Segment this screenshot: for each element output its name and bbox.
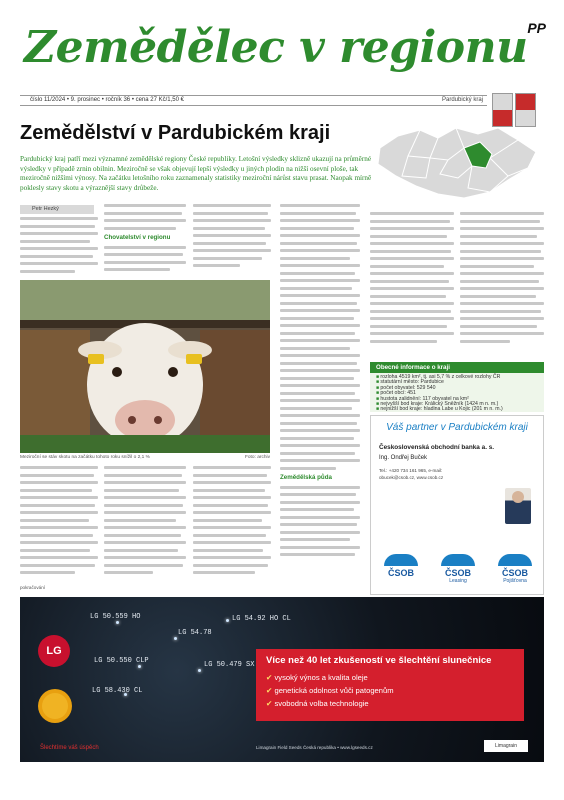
article-column-2 bbox=[104, 204, 186, 278]
article-headline: Zemědělství v Pardubickém kraji bbox=[20, 122, 331, 144]
info-item: ■ nejnižší bod kraje: hladina Labe u Kojic (201 m n. m.) bbox=[376, 407, 538, 412]
article-column-4 bbox=[280, 204, 360, 582]
czech-map-outline bbox=[378, 128, 536, 198]
info-box-list bbox=[370, 373, 544, 416]
author-label: Petr Hezký bbox=[20, 205, 94, 214]
variety-code: LG 54.78 bbox=[178, 629, 212, 637]
sunflower-icon bbox=[42, 693, 68, 719]
variety-code: LG 50.559 HO bbox=[90, 613, 141, 621]
csob-contact-person: Ing. Ondřej Buček bbox=[379, 455, 428, 461]
subhead-cattle: Chovatelství v regionu bbox=[104, 234, 171, 241]
info-item: ■ rozloha 4519 km², tj. asi 5,7 % z celkové rozlohy ČR bbox=[376, 375, 538, 380]
article-column-3 bbox=[193, 204, 271, 278]
cow-photo bbox=[20, 280, 270, 453]
article-column-8 bbox=[104, 466, 186, 582]
promo-item: ✔ svobodná volba technologie bbox=[266, 697, 514, 710]
info-item: ■ hustota zalidnění: 117 obyvatel na km² bbox=[376, 397, 538, 402]
info-item: ■ počet obyvatel: 529 540 bbox=[376, 386, 538, 391]
lg-logo: LG bbox=[38, 635, 70, 667]
masthead-title: Zemědělec v regionu bbox=[24, 22, 528, 73]
promo-item: ✔ genetická odolnost vůči patogenům bbox=[266, 684, 514, 697]
info-item: ■ počet obcí: 451 bbox=[376, 391, 538, 396]
variety-code: LG 58.430 CL bbox=[92, 687, 143, 695]
promo-list bbox=[266, 671, 514, 710]
promo-title: Více než 40 let zkušeností ve šlechtění slunečnice bbox=[266, 655, 492, 666]
photo-credit: Foto: archiv bbox=[244, 455, 270, 460]
csob-logos bbox=[377, 554, 539, 584]
csob-wave-icon bbox=[384, 554, 418, 576]
csob-pojistovna-logo: ČSOB Pojišťovna bbox=[491, 554, 539, 584]
csob-wave-icon bbox=[498, 554, 532, 576]
csob-bank-name: Československá obchodní banka a. s. bbox=[379, 444, 495, 451]
csob-contact-details: Tel.: +420 734 161 965, e-mail: obucek@csob.cz, www.csob.cz bbox=[379, 468, 444, 480]
continue-marker: pokračování bbox=[20, 585, 46, 590]
csob-leasing-logo: ČSOB Leasing bbox=[434, 554, 482, 584]
variety-code: LG 54.92 HO CL bbox=[232, 615, 291, 623]
article-column-7 bbox=[20, 466, 98, 582]
csob-wave-icon bbox=[441, 554, 475, 576]
info-item: ■ nejvyšší bod kraje: Králický Sněžník (1424 m n. m.) bbox=[376, 402, 538, 407]
region-map bbox=[368, 118, 544, 206]
masthead bbox=[0, 18, 564, 88]
lg-seeds-advertisement[interactable] bbox=[20, 597, 544, 762]
region-info-box bbox=[370, 362, 544, 412]
lg-slogan: Šlechtíme váš úspěch bbox=[40, 745, 99, 751]
article-column-6 bbox=[460, 212, 544, 360]
variety-code: LG 50.479 SX bbox=[204, 661, 255, 669]
article-column-5 bbox=[370, 212, 454, 360]
limagrain-badge: Limagrain bbox=[484, 740, 528, 752]
subhead-regional: Zemědělská půda bbox=[280, 474, 332, 481]
issue-bar bbox=[20, 95, 487, 106]
issue-info: číslo 11/2024 • 9. prosinec • ročník 36 • cena 27 Kč/1,50 € bbox=[30, 97, 184, 103]
csob-advertisement[interactable] bbox=[370, 415, 544, 595]
lg-promo-box bbox=[256, 649, 524, 721]
avatar bbox=[505, 488, 531, 524]
info-item: ■ statutární město: Pardubice bbox=[376, 380, 538, 385]
publisher-logo: PP bbox=[527, 20, 546, 36]
article-lede: Pardubický kraj patří mezi významné zemědělské regiony České republiky. Letošní výsledky sklizně ukazují na průměrné výsledky v případě zrnin obilnin. Meziročně se však objevují lepší výsledky u jiných plodin na nižší osevní ploše, tak meziročně nižšími výnosy. Na začátku letošního roku zaznamenaly statistiky meziroční nárůst stavu prasat. Naopak mírně poklesly stavy skotu a výraznější stavy drůbeže. bbox=[20, 155, 372, 192]
photo-caption-text: Meziroční se stáv skotu na začátku tohoto roku snížil o 2,1 % bbox=[20, 455, 150, 460]
photo-caption bbox=[20, 455, 270, 460]
article-column-9 bbox=[193, 466, 271, 582]
promo-item: ✔ vysoký výnos a kvalita oleje bbox=[266, 671, 514, 684]
csob-heading: Váš partner v Pardubickém kraji bbox=[386, 422, 528, 433]
lg-footer: Limagrain Field Seeds Česká republika • www.lgseeds.cz bbox=[256, 745, 373, 750]
info-box-title: Obecné informace o kraji bbox=[370, 362, 544, 373]
variety-code: LG 50.550 CLP bbox=[94, 657, 149, 665]
article-column-1 bbox=[20, 217, 98, 277]
csob-logo: ČSOB bbox=[377, 554, 425, 584]
region-label: Pardubický kraj bbox=[441, 97, 483, 103]
